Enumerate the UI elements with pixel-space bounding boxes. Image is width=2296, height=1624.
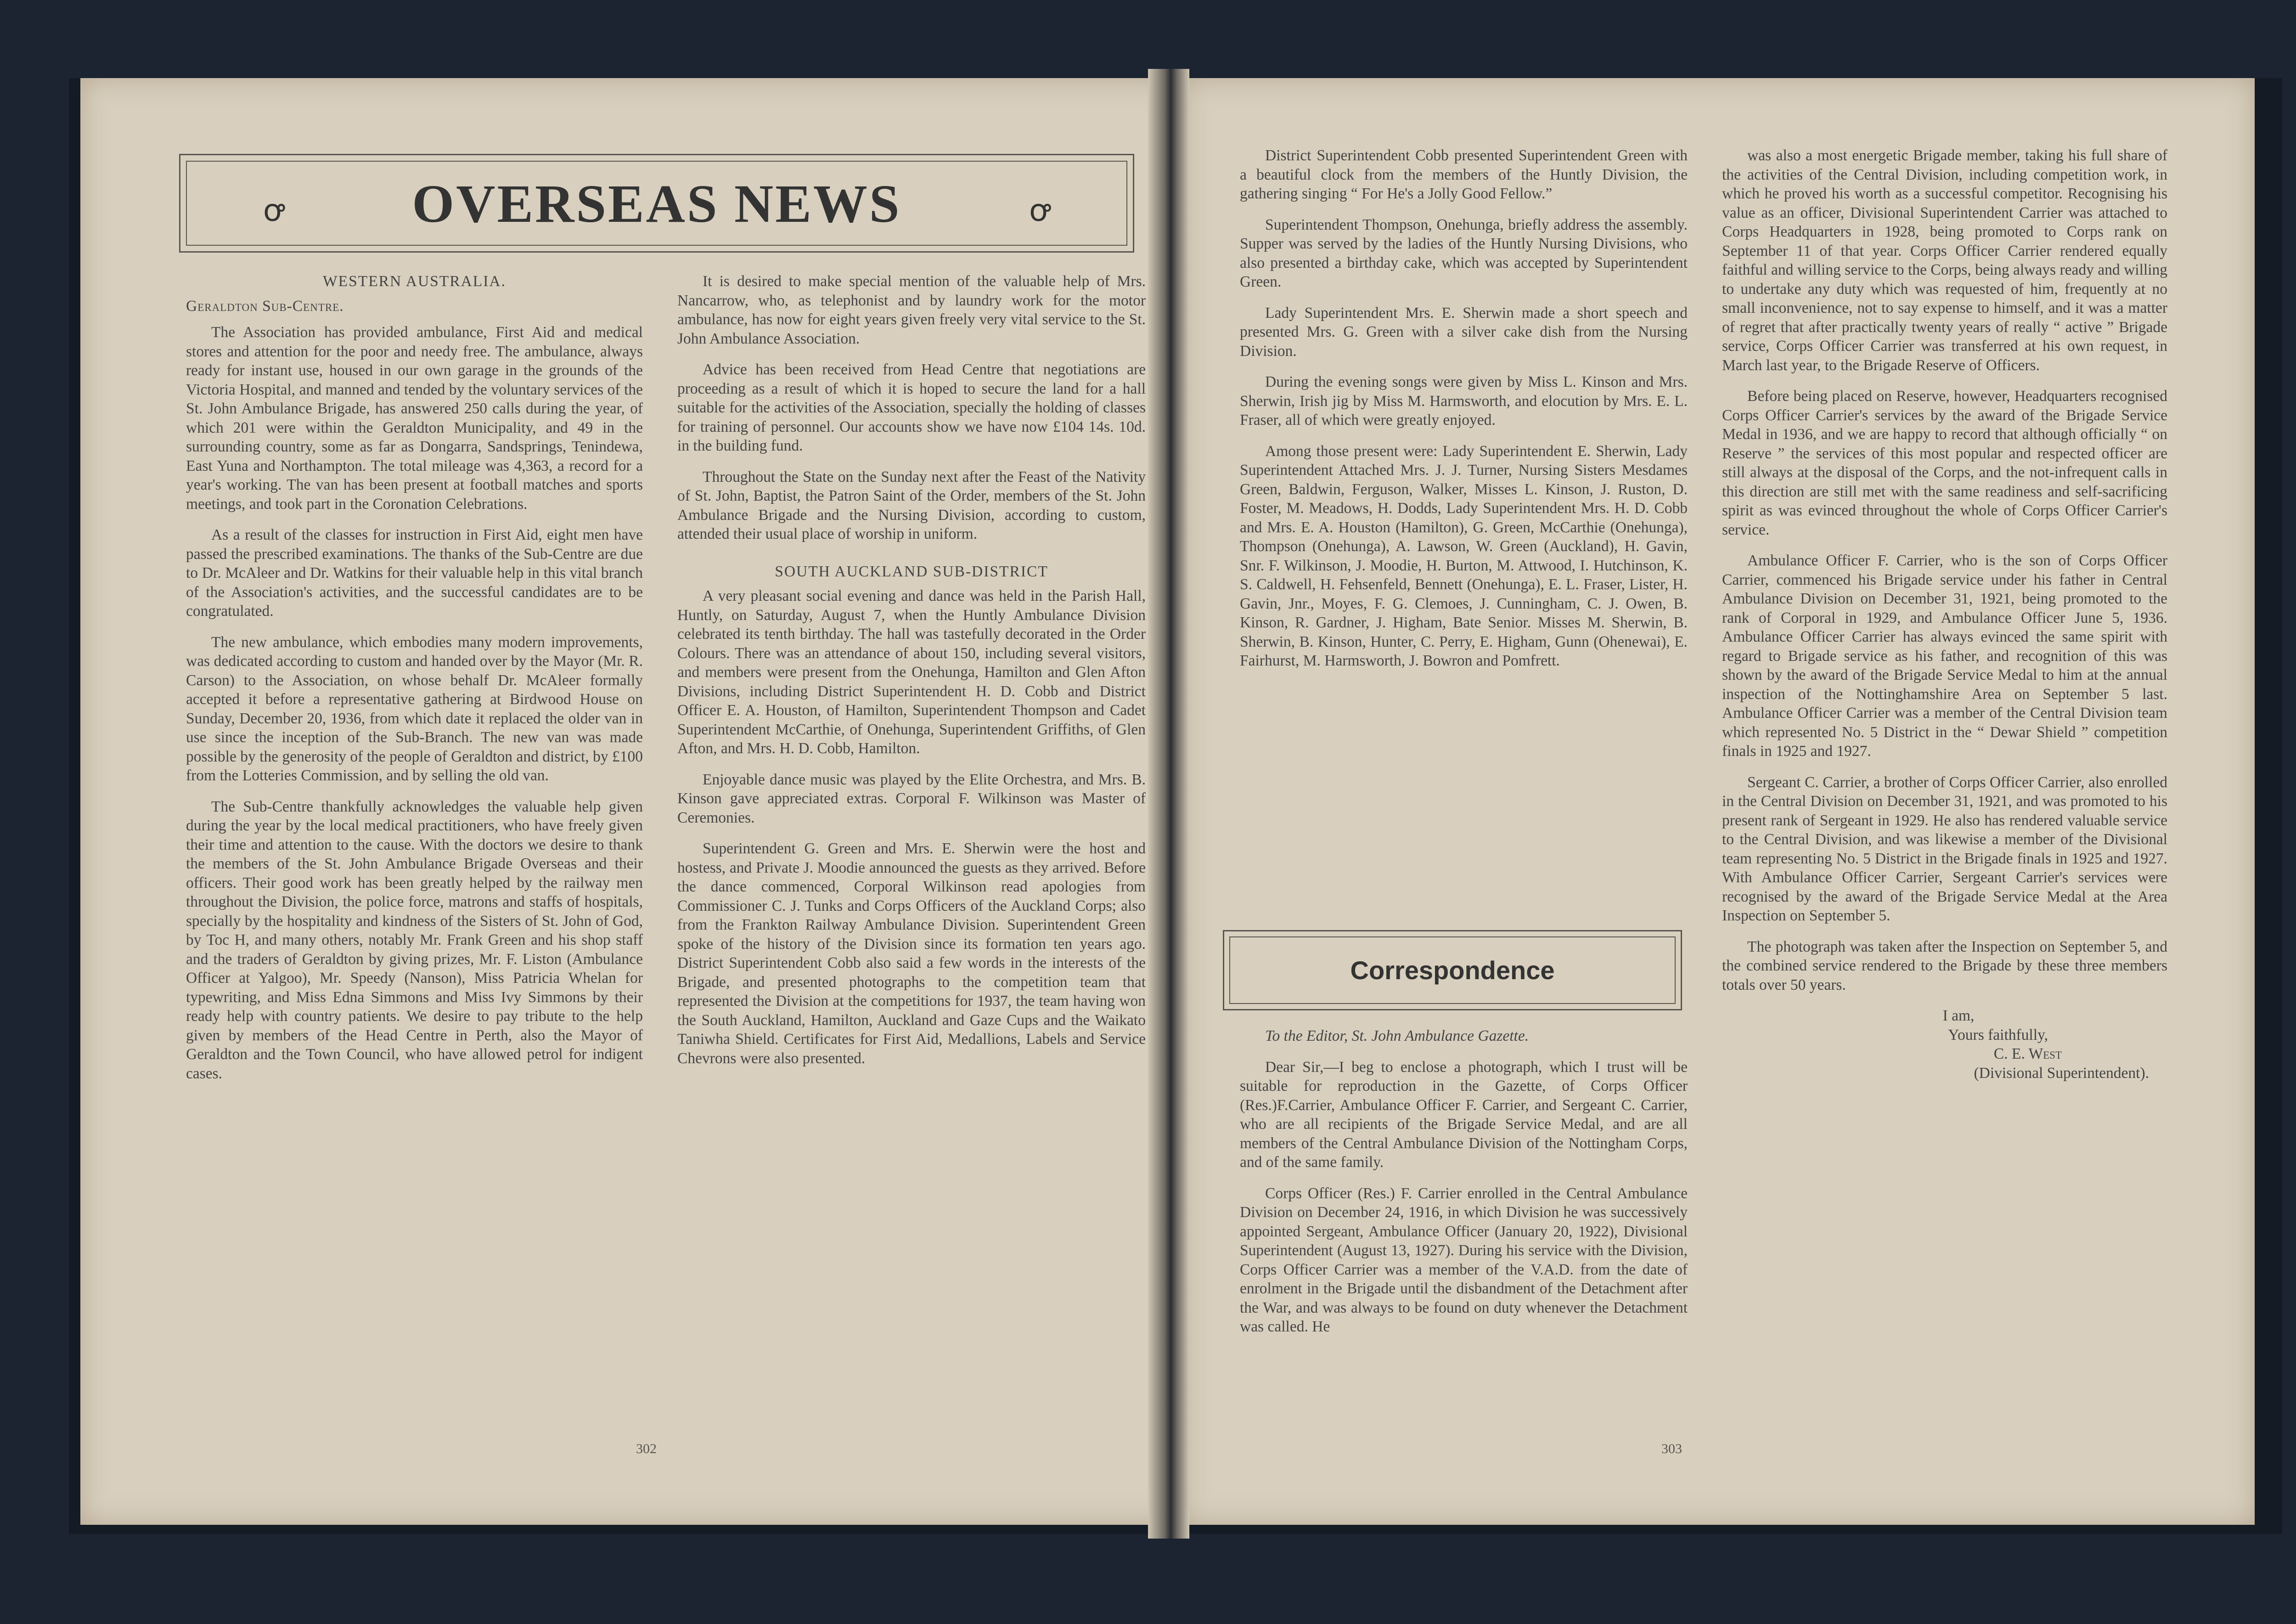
paragraph: The Association has provided ambulance, First Aid and medical stores and attention for the poor and needy free. The ambulance, always ready for instant use, housed in our own garage in the grounds of the Victoria Hospital, and manned and tended by the voluntary services of the St. John Ambulance Brigade, has answered 250 calls during the year, of which 201 were within the Geraldton Municipality, and 49 in the surrounding country, some as far as Dongarra, Sandsprings, Tenindewa, East Yuna and Northampton. The total mileage was 4,363, a record for a year's working. The van has been present at football matches and sports meetings, and took part in the Coronation Celebrations. [186, 324, 643, 513]
letter-addressee: To the Editor, St. John Ambulance Gazette. [1265, 1027, 1529, 1044]
page-title: OVERSEAS NEWS [412, 174, 901, 234]
column-western-australia [186, 272, 643, 1095]
paragraph: During the evening songs were given by Miss L. Kinson and Mrs. Sherwin, Irish jig by Miss M. Harmsworth, and elocution by Mrs. E. L. Fraser, all of which were greatly enjoyed. [1240, 373, 1688, 429]
paragraph: Before being placed on Reserve, however, Headquarters recognised Corps Officer Carrier's services by the award of the Brigade Service Medal in 1936, and we are happy to record that although officially “ on Reserve ” the services of this most popular and respected officer are still always at the disposal of the Corps, and the not-infrequent calls in this direction are still met with the same readiness and self-sacrificing spirit as was evinced throughout the whole of Corps Officer Carrier's service. [1722, 388, 2167, 538]
signoff-name: C. E. West [1993, 1045, 2062, 1062]
signoff-i-am: I am, [1942, 1007, 1975, 1024]
paragraph: Ambulance Officer F. Carrier, who is the son of Corps Officer Carrier, commenced his Brigade service under his father in Central Ambulance Division on December 31, 1921, being promoted to the rank of Corporal in 1929, and Ambulance Officer June 5, 1936. Ambulance Officer Carrier has always evinced the same spirit with regard to Brigade service as his father, and recognition of this was shown by the award of the Brigade Service Medal to him at the annual inspection of the Nottinghamshire Area on September 5 last. Ambulance Officer Carrier was a member of the Central Division team which represented No. 5 District in the “ Dewar Shield ” competition finals in 1925 and 1927. [1722, 552, 2167, 760]
correspondence-title: Correspondence [1350, 956, 1555, 985]
section-title: WESTERN AUSTRALIA. [323, 273, 506, 290]
paragraph: District Superintendent Cobb presented Superintendent Green with a beautiful clock from the members of the Huntly Division, the gathering singing “ For He's a Jolly Good Fellow.” [1240, 147, 1688, 202]
paragraph: Superintendent G. Green and Mrs. E. Sherwin were the host and hostess, and Private J. Moodie announced the guests as they arrived. Before the dance commenced, Corporal Wilkinson read apologies from Commissioner C. J. Tunks and Corps Officers of the Auckland Corps; also from the Frankton Railway Ambulance Division. Superintendent Green spoke of the history of the Division since its formation ten years ago. District Superintendent Cobb also said a few words in the interests of the Brigade, and presented photographs to the competition team that represented the Division at the competitions for 1937, the team having won the South Auckland, Hamilton, Auckland and Gaze Cups and the Waikato Taniwha Shield. Certificates for First Aid, Medallions, Labels and Service Chevrons were also presented. [677, 840, 1146, 1067]
paragraph: was also a most energetic Brigade member, taking his full share of the activities of the Central Division, including competition work, in which he proved his worth as a successful competitor. Recognising his value as an officer, Divisional Superintendent Carrier was attached to Corps Headquarters in 1928, being promoted to Corps rank on September 11 of that year. Corps Officer Carrier rendered equally faithful and willing service to the Corps, being always ready and willing to undertake any duty which was requested of him, frequently at no small inconvenience, not to say expense to himself, and it was a matter of regret that after practically twenty years of really “ active ” Brigade service, Corps Officer Carrier was transferred at his own request, in March last year, to the Brigade Reserve of Officers. [1722, 147, 2167, 374]
section-subtitle: Geraldton Sub-Centre. [186, 297, 344, 315]
column-three [1240, 146, 1688, 682]
paragraph: Sergeant C. Carrier, a brother of Corps Officer Carrier, also enrolled in the Central Division on December 31, 1921, and was promoted to his present rank of Sergeant in 1929. He also has rendered valuable service to the Central Division, and was likewise a member of the Divisional team representing No. 5 District in the Brigade finals in 1925 and 1927. With Ambulance Officer Carrier, Sergeant Carrier's services were recognised by the award of the Brigade Service Medal at the Area Inspection on September 5. [1722, 773, 2167, 924]
paragraph: Among those present were: Lady Superintendent E. Sherwin, Lady Superintendent Attached Mrs. J. J. Turner, Nursing Sisters Mesdames Green, Baldwin, Ferguson, Walker, Misses L. Kinson, J. Ruston, D. Foster, M. Meadows, H. Dodds, Lady Superintendent Mrs. H. D. Cobb and Mrs. E. A. Houston (Hamilton), G. Green, McCarthie (Onehunga), Thompson (Onehunga), A. Lawson, W. Green (Auckland), H. Gavin, Snr. F. Wilkinson, J. Moodie, H. Burton, M. Attwood, I. Hutchinson, K. S. Caldwell, H. Fehsenfeld, Bennett (Onehunga), E. L. Fraser, Lister, H. Gavin, Jnr., Moyes, F. G. Clemoes, J. Cunningham, C. J. Owen, B. Kinson, R. Gardner, J. Higham, Bate Senior. Misses M. Sherwin, B. Sherwin, B. Kinson, Hunter, C. Perry, E. Higham, Gunn (Ohenewai), E. Fairhurst, M. Harmsworth, J. Bowron and Pomfrett. [1240, 442, 1688, 669]
ornament-right-icon: ꝍ [1029, 192, 1050, 229]
paragraph: The Sub-Centre thankfully acknowledges the valuable help given during the year by the local medical practitioners, who have freely given their time and attention to the cause. With the doctors we desire to thank the members of the St. John Ambulance Brigade Overseas and their officers. Their good work has been greatly helped by the railway men throughout the Division, the police force, matrons and staffs of hospitals, specially by the hospitality and kindness of the Sisters of St. John of God, by Toc H, and many others, notably Mr. Frank Green and his shop staff and the traders of Geraldton by giving prizes, Mr. F. Liston (Ambulance Officer at Yalgoo), Mr. Speedy (Nanson), Miss Patricia Whelan for typewriting, and Miss Edna Simmons and Miss Ivy Simmons by their ready help with country patients. We desire to pay tribute to the help given by members of the Head Centre in Perth, also the Mayor of Geraldton and the Town Council, who have allowed petrol for indigent cases. [186, 798, 643, 1082]
ornament-left-icon: ꝍ [263, 192, 284, 229]
page-number-left: 302 [636, 1441, 657, 1456]
section-title: SOUTH AUCKLAND SUB-DISTRICT [775, 563, 1048, 580]
paragraph: It is desired to make special mention of the valuable help of Mrs. Nancarrow, who, as telephonist and by laundry work for the motor ambulance, has now for eight years given freely very vital service to the St. John Ambulance Association. [677, 273, 1146, 347]
paragraph: The photograph was taken after the Inspection on September 5, and the combined service rendered to the Brigade by these three members totals over 50 years. [1722, 938, 2167, 993]
paragraph: Advice has been received from Head Centre that negotiations are proceeding as a result of which it is hoped to secure the land for a hall suitable for the activities of the Association, specially the holding of classes for training of personnel. Our accounts show we have now £104 14s. 10d. in the building fund. [677, 361, 1146, 454]
paragraph: A very pleasant social evening and dance was held in the Parish Hall, Huntly, on Saturday, August 7, when the Huntly Ambulance Division celebrated its tenth birthday. The hall was tastefully decorated in the Order Colours. There was an attendance of about 150, including several visitors, and members were present from the Onehunga, Hamilton and Glen Afton Divisions, including District Superintendent H. D. Cobb and District Officer E. A. Houston, of Hamilton, Superintendent Thompson and Cadet Superintendent McCarthie, of Onehunga, Superintendent Griffiths, of Glen Afton, and Mrs. H. D. Cobb, Hamilton. [677, 587, 1146, 757]
signoff-title: (Divisional Superintendent). [1974, 1064, 2149, 1082]
paragraph: Corps Officer (Res.) F. Carrier enrolled in the Central Ambulance Division on December 24, 1916, in which Division he was successively appointed Sergeant, Ambulance Officer (January 20, 1922), Divisional Superintendent (August 13, 1927). During his service with the Division, Corps Officer Carrier was a member of the V.A.D. from the date of enrolment in the Brigade until the disbandment of the Detachment after the War, and was always to be found on duty whenever the Detachment was called. He [1240, 1184, 1688, 1335]
overseas-news-header [179, 154, 1134, 253]
paragraph: Lady Superintendent Mrs. E. Sherwin made a short speech and presented Mrs. G. Green with a silver cake dish from the Nursing Division. [1240, 304, 1688, 360]
column-correspondence [1240, 1026, 1688, 1348]
paragraph: Superintendent Thompson, Onehunga, briefly address the assembly. Supper was served by the ladies of the Huntly Nursing Divisions, who also presented a birthday cake, which was accepted by Superintendent Green. [1240, 216, 1688, 290]
paragraph: Enjoyable dance music was played by the Elite Orchestra, and Mrs. B. Kinson gave appreciated extras. Corporal F. Wilkinson was Master of Ceremonies. [677, 771, 1146, 826]
signoff-yours: Yours faithfully, [1948, 1026, 2048, 1043]
column-two [677, 272, 1146, 1080]
paragraph: Dear Sir,—I beg to enclose a photograph, which I trust will be suitable for reproduction in the Gazette, of Corps Officer (Res.)F.Carrier, Ambulance Officer F. Carrier, and Sergeant C. Carrier, who are all recipients of the Brigade Service Medal, and are all members of the Central Ambulance Division of the Nottingham Corps, and of the same family. [1240, 1058, 1688, 1171]
correspondence-header [1223, 930, 1682, 1010]
paragraph: The new ambulance, which embodies many modern improvements, was dedicated according to custom and handed over by the Mayor (Mr. R. Carson) to the Association, on whose behalf Dr. McAleer formally accepted it before a representative gathering at Birdwood House on Sunday, December 20, 1936, from which date it replaced the older van in use since the inception of the Sub-Branch. The new van was made possible by the generosity of the people of Geraldton and district, by £100 from the Lotteries Commission, and by selling the old van. [186, 633, 643, 784]
page-number-right: 303 [1661, 1441, 1682, 1456]
paragraph: Throughout the State on the Sunday next after the Feast of the Nativity of St. John, Baptist, the Patron Saint of the Order, members of the St. John Ambulance Brigade and the Nursing Division, according to custom, attended their usual place of worship in uniform. [677, 468, 1146, 542]
page-gutter [1148, 69, 1189, 1539]
paragraph: As a result of the classes for instruction in First Aid, eight men have passed the prescribed examinations. The thanks of the Sub-Centre are due to Dr. McAleer and Dr. Watkins for their valuable help in this vital branch of the Association's activities, and the successful candidates are to be congratulated. [186, 526, 643, 620]
column-four [1722, 146, 2167, 1083]
